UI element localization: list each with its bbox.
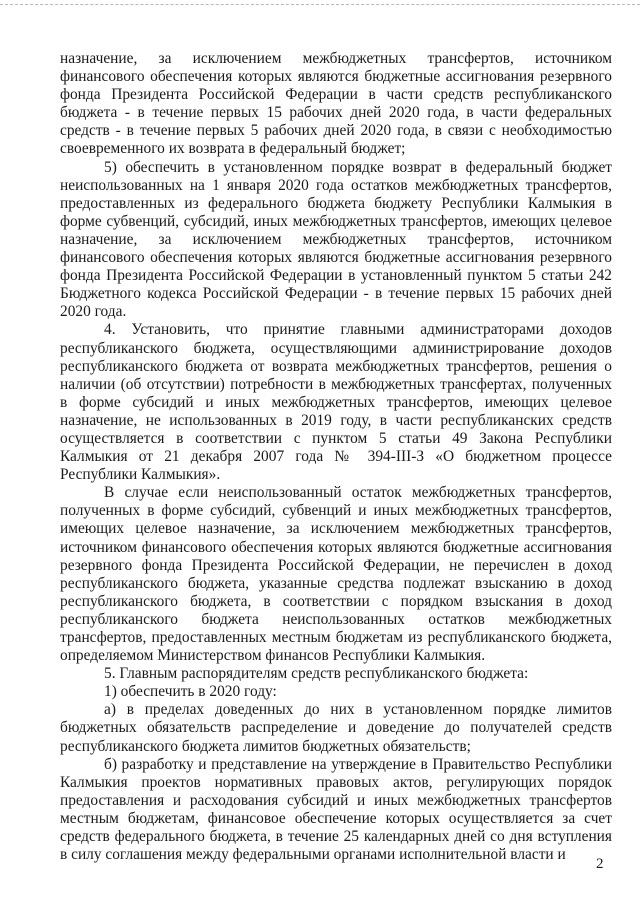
paragraph-continuation: назначение, за исключением межбюджетных трансфертов, источником финансового обеспечения которых являются бюджетные ассигнования резервного фонда Президента Российской Федерации в части средств республиканского бюджета - в течение первых 15 рабочих дней 2020 года, в части федеральных средств - в течение первых 5 рабочих дней 2020 года, в связи с необходимостью своевременного их возврата в федеральный бюджет;: [60, 50, 612, 158]
paragraph-item-1: 1) обеспечить в 2020 году:: [104, 683, 277, 701]
scan-edge-line: [0, 4, 640, 5]
paragraph-section-5: 5. Главным распорядителям средств республиканского бюджета:: [104, 665, 529, 683]
paragraph-unused-balance: В случае если неиспользованный остаток межбюджетных трансфертов, полученных в форме субсидий, субвенций и иных межбюджетных трансфертов, имеющих целевое назначение, за исключением межбюджетных трансфертов, источником финансового обеспечения которых являются бюджетные ассигнования резервного фонда Президента Российской Федерации, не перечислен в доход республиканского бюджета, указанные средства подлежат взысканию в доход республиканского бюджета, в соответствии с порядком взыскания в доход республиканского бюджета неиспользованных остатков межбюджетных трансфертов, предоставленных местным бюджетам из республиканского бюджета, определяемом Министерством финансов Республики Калмыкия.: [60, 484, 612, 665]
page-number: 2: [596, 856, 604, 872]
paragraph-item-a: а) в пределах доведенных до них в установленном порядке лимитов бюджетных обязательств распределение и доведение до получателей средств республиканского бюджета лимитов бюджетных обязательств;: [60, 701, 612, 755]
paragraph-item-5: 5) обеспечить в установленном порядке возврат в федеральный бюджет неиспользованных на 1 января 2020 года остатков межбюджетных трансфертов, предоставленных из федерального бюджета бюджету Республики Калмыкия в форме субвенций, субсидий, иных межбюджетных трансфертов, имеющих целевое назначение, за исключением межбюджетных трансфертов, источником финансового обеспечения которых являются бюджетные ассигнования резервного фонда Президента Российской Федерации в установленный пунктом 5 статьи 242 Бюджетного кодекса Российской Федерации - в течение первых 15 рабочих дней 2020 года.: [60, 158, 612, 321]
document-body: [60, 50, 612, 864]
paragraph-item-b: б) разработку и представление на утверждение в Правительство Республики Калмыкия проектов нормативных правовых актов, регулирующих порядок предоставления и расходования субсидий и иных межбюджетных трансфертов местным бюджетам, финансовое обеспечение которых осуществляется за счет средств федерального бюджета, в течение 25 календарных дней со дня вступления в силу соглашения между федеральными органами исполнительной власти и: [60, 755, 612, 864]
paragraph-section-4: 4. Установить, что принятие главными администраторами доходов республиканского бюджета, осуществляющими администрирование доходов республиканского бюджета от возврата межбюджетных трансфертов, решения о наличии (об отсутствии) потребности в межбюджетных трансфертах, полученных в форме субсидий и иных межбюджетных трансфертов, имеющих целевое назначение, не использованных в 2019 году, в части республиканских средств осуществляется в соответствии с пунктом 5 статьи 49 Закона Республики Калмыкия от 21 декабря 2007 года № 394-III-З «О бюджетном процессе Республики Калмыкия».: [60, 321, 612, 484]
